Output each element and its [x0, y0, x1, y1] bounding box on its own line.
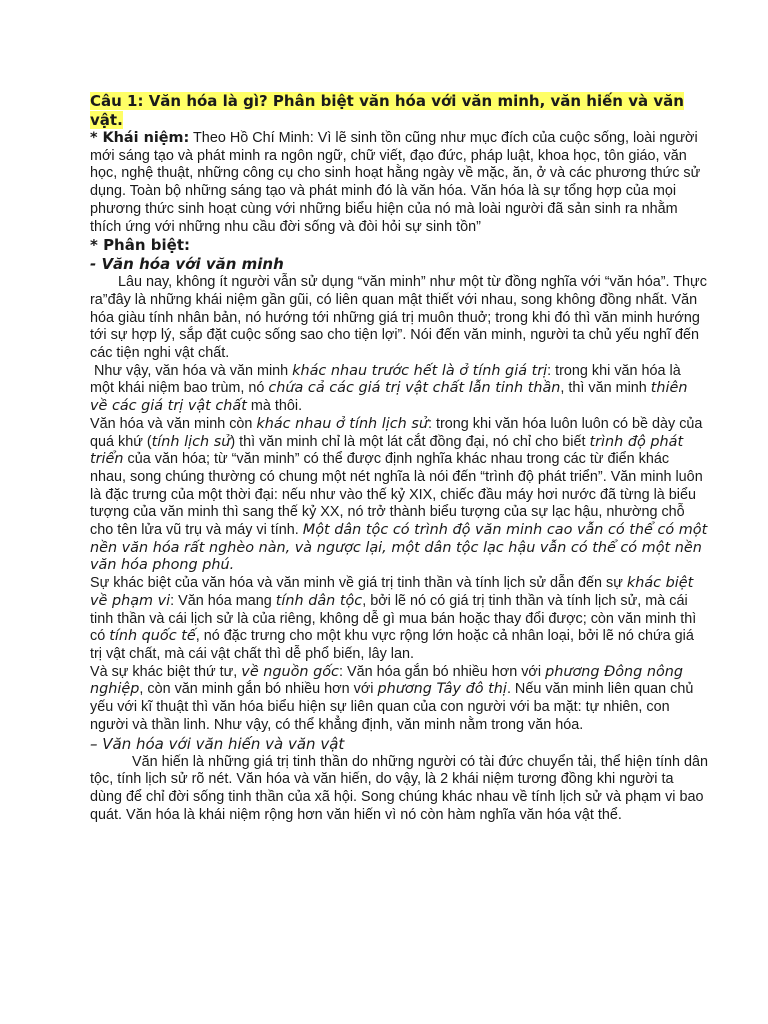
definition-label: * Khái niệm: [90, 130, 190, 146]
definition-paragraph [90, 130, 708, 236]
text-run: Văn hóa và văn minh còn [90, 415, 257, 432]
distinction-heading: * Phân biệt: [90, 236, 190, 255]
text-run: Sự khác biệt của văn hóa và văn minh về giá trị tinh thần và tính lịch sử dẫn đến sự [90, 575, 627, 592]
title-highlight: Câu 1: Văn hóa là gì? Phân biệt văn hóa với văn minh, văn hiến và văn vật. [90, 92, 684, 129]
italic-run: khác nhau trước hết là ở tính giá trị [292, 362, 548, 379]
italic-run: khác biệt về phạm vi [90, 575, 694, 609]
paragraph-scope-difference [90, 575, 708, 664]
text-run: của văn hóa; từ “văn minh” có thể được định nghĩa khác nhau trong các từ điển khác nhau, song chúng thường có chung một nét nghĩa là nói đến “trình độ phát triển”. Văn minh luôn là đặc trưng của một thời đại: nếu như vào thế kỷ XIX, chiếc đầu máy hơi nước đã từng là biểu tượng của văn minh thì sang thế kỷ XX, nó trở thành biểu tượng của sự lạc hậu, nhường chỗ cho tên lửa vũ trụ và máy vi tính. [90, 451, 703, 539]
italic-run: khác nhau ở tính lịch sử [256, 415, 428, 432]
paragraph-heritage: Văn hiến là những giá trị tinh thần do những người có tài đức chuyển tải, thể hiện tính dân tộc, tính lịch sử rõ nét. Văn hóa và văn hiến, do vậy, là 2 khái niệm tương đồng khi người ta dùng để chỉ đời sống tinh thần của xã hội. Song chúng khác nhau về tính lịch sử và phạm vi bao quát. Văn hóa là khái niệm rộng hơn văn hiến vì nó còn hàm nghĩa văn hóa vật thể. [90, 753, 709, 823]
italic-run: trình độ phát triển [90, 433, 684, 468]
italic-run: phương Đông nông nghiệp [90, 663, 684, 698]
text-run: , thì văn minh [560, 380, 651, 397]
text-run: mà thôi. [246, 398, 303, 415]
text-run: : Văn hóa gắn bó nhiều hơn với [338, 663, 546, 680]
paragraph-civilization-intro: Lâu nay, không ít người vẫn sử dụng “văn minh” như một từ đồng nghĩa với “văn hóa”. Thực ra”đây là những khái niệm gần gũi, có liên quan mật thiết với nhau, song không đồng nhất. Văn hóa giàu tính nhân bản, nó hướng tới những giá trị muôn thuở; trong khi đó thì văn minh hướng tới sự hợp lý, sắp đặt cuộc sống sao cho tiện lợi”. Nói đến văn minh, người ta chủ yếu nghĩ đến các tiện nghi vật chất. [90, 274, 707, 362]
subsection-civilization-heading: - Văn hóa với văn minh [90, 255, 284, 274]
definition-text: Theo Hồ Chí Minh: Vì lẽ sinh tồn cũng như mục đích của cuộc sống, loài người mới sáng tạo và phát minh ra ngôn ngữ, chữ viết, đạo đức, pháp luật, khoa học, tôn giáo, văn học, nghệ thuật, những công cụ cho sinh hoạt hằng ngày về mặc, ăn, ở và các phương thức sử dụng. Toàn bộ những sáng tạo và phát minh đó là văn hóa. Văn hóa là sự tổng hợp của mọi phương thức sinh hoạt cùng với những biểu hiện của nó mà loài người đã sản sinh ra nhằm thích ứng với những nhu cầu đời sống và đòi hỏi sự sinh tồn” [90, 130, 701, 235]
italic-run: phương Tây đô thị [377, 681, 507, 698]
subsection-heritage-heading: – Văn hóa với văn hiến và văn vật [90, 734, 345, 753]
text-run: : trong khi văn hóa luôn luôn có bề dày của quá khứ ( [90, 415, 703, 450]
italic-run: thiên về các giá trị vật chất [90, 380, 688, 415]
text-run: : trong khi văn hóa là một khái niệm bao trùm, nó [90, 362, 681, 397]
paragraph-value-difference [90, 363, 708, 416]
italic-run: tính quốc tế [109, 628, 196, 645]
text-run: Như vậy, văn hóa và văn minh [94, 362, 293, 379]
text-run: : Văn hóa mang [170, 592, 276, 609]
question-title [90, 92, 708, 130]
italic-run: tính lịch sử [151, 433, 231, 450]
text-run: . Nếu văn minh liên quan chủ yếu với kĩ thuật thì văn hóa biểu hiện sự liên quan của con người với ba mặt: tự nhiên, con người và thần linh. Như vậy, có thể khẳng định, văn minh nằm trong văn hóa. [90, 681, 694, 733]
text-run: , còn văn minh gắn bó nhiều hơn với [139, 681, 378, 698]
italic-run: Một dân tộc có trình độ văn minh cao vẫn có thể có một nền văn hóa rất nghèo nàn, và ngược lại, một dân tộc lạc hậu vẫn có thể có một nền văn hóa phong phú. [90, 522, 708, 574]
text-run: ) thì văn minh chỉ là một lát cắt đồng đại, nó chỉ cho biết [230, 433, 590, 450]
paragraph-history-difference [90, 416, 708, 575]
italic-run: về nguồn gốc [241, 663, 339, 680]
paragraph-origin-difference [90, 664, 708, 735]
italic-run: tính dân tộc [275, 592, 363, 609]
italic-run: chứa cả các giá trị vật chất lẫn tinh thần [268, 380, 561, 397]
text-run: Và sự khác biệt thứ tư, [90, 663, 242, 680]
text-run: , bởi lẽ nó có giá trị tinh thần và tính lịch sử, mà cái tinh thần và cái lịch sử là của riêng, không dễ gì mua bán hoặc thay đổi được; còn văn minh thì có [90, 592, 697, 645]
text-run: , nó đặc trưng cho một khu vực rộng lớn hoặc cả nhân loại, bởi lẽ nó chứa giá trị vật chất, mà cái vật chất thì dễ phổ biến, lây lan. [90, 628, 694, 662]
